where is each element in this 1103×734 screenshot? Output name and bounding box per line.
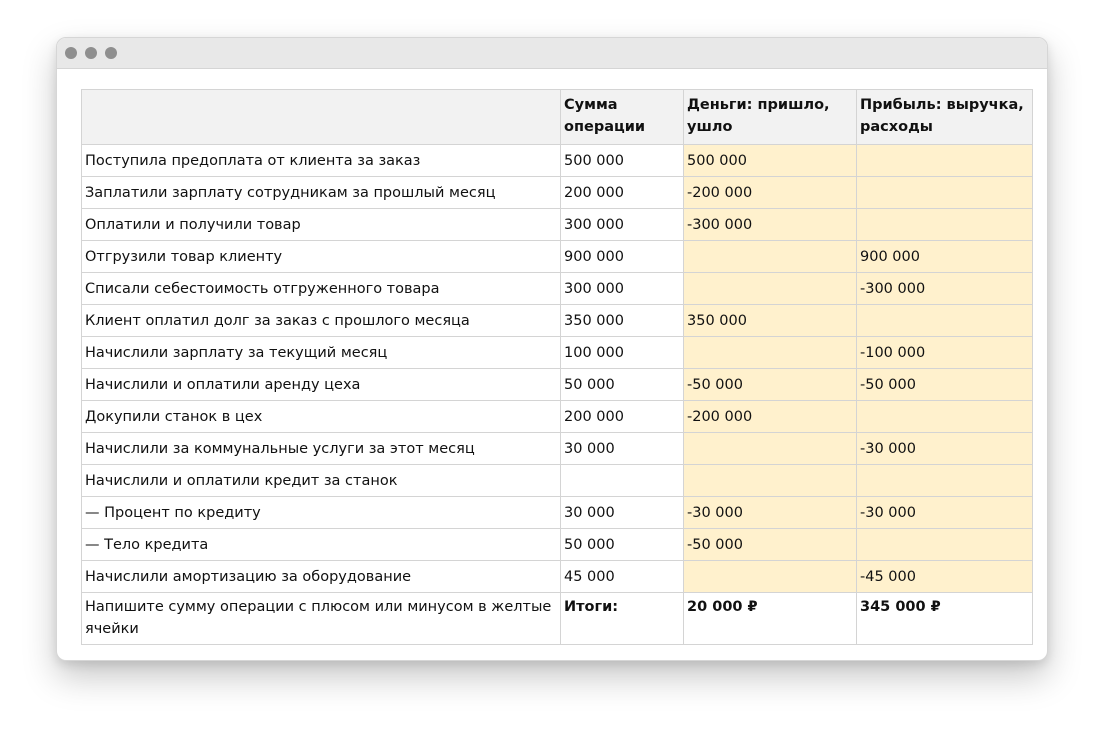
header-operation (82, 90, 561, 145)
table-row (82, 561, 1033, 593)
table-row (82, 497, 1033, 529)
amount-cell[interactable]: 300 000 (561, 209, 684, 241)
money-cell[interactable]: -50 000 (684, 529, 857, 561)
amount-cell[interactable] (561, 465, 684, 497)
window-minimize-button[interactable] (85, 47, 97, 59)
amount-cell[interactable]: 30 000 (561, 433, 684, 465)
amount-cell[interactable]: 350 000 (561, 305, 684, 337)
header-amount: Сумма операции (561, 90, 684, 145)
operation-cell: Списали себестоимость отгруженного товара (82, 273, 561, 305)
table-row (82, 369, 1033, 401)
operation-cell: Клиент оплатил долг за заказ с прошлого месяца (82, 305, 561, 337)
header-money: Деньги: пришло, ушло (684, 90, 857, 145)
profit-cell[interactable]: 900 000 (857, 241, 1033, 273)
operation-cell: Начислили амортизацию за оборудование (82, 561, 561, 593)
operation-cell: Начислили зарплату за текущий месяц (82, 337, 561, 369)
money-cell[interactable]: -50 000 (684, 369, 857, 401)
amount-cell[interactable]: 45 000 (561, 561, 684, 593)
profit-cell[interactable]: -45 000 (857, 561, 1033, 593)
profit-cell[interactable] (857, 209, 1033, 241)
money-cell[interactable]: -200 000 (684, 401, 857, 433)
profit-cell[interactable]: -30 000 (857, 497, 1033, 529)
money-cell[interactable]: 500 000 (684, 145, 857, 177)
operation-cell: Докупили станок в цех (82, 401, 561, 433)
profit-cell[interactable] (857, 305, 1033, 337)
operation-cell: Отгрузили товар клиенту (82, 241, 561, 273)
profit-cell[interactable]: -300 000 (857, 273, 1033, 305)
money-cell[interactable] (684, 433, 857, 465)
amount-cell[interactable]: 200 000 (561, 401, 684, 433)
profit-cell[interactable] (857, 529, 1033, 561)
amount-cell[interactable]: 50 000 (561, 529, 684, 561)
operation-cell: Заплатили зарплату сотрудникам за прошлый месяц (82, 177, 561, 209)
window-titlebar (57, 38, 1047, 69)
money-cell[interactable]: 350 000 (684, 305, 857, 337)
table-row (82, 529, 1033, 561)
operation-cell: Начислили и оплатили аренду цеха (82, 369, 561, 401)
money-cell[interactable] (684, 465, 857, 497)
table-row (82, 465, 1033, 497)
amount-cell[interactable]: 100 000 (561, 337, 684, 369)
money-cell[interactable]: -300 000 (684, 209, 857, 241)
table-row (82, 177, 1033, 209)
spreadsheet-table (81, 89, 1033, 645)
money-total: 20 000 ₽ (684, 593, 857, 645)
profit-cell[interactable]: -50 000 (857, 369, 1033, 401)
instruction-note: Напишите сумму операции с плюсом или минусом в желтые ячейки (82, 593, 561, 645)
money-cell[interactable] (684, 561, 857, 593)
amount-cell[interactable]: 900 000 (561, 241, 684, 273)
operation-cell: Начислили за коммунальные услуги за этот месяц (82, 433, 561, 465)
totals-row (82, 593, 1033, 645)
operation-cell: — Процент по кредиту (82, 497, 561, 529)
profit-cell[interactable] (857, 145, 1033, 177)
header-row (82, 90, 1033, 145)
amount-cell[interactable]: 300 000 (561, 273, 684, 305)
window-close-button[interactable] (65, 47, 77, 59)
amount-cell[interactable]: 500 000 (561, 145, 684, 177)
money-cell[interactable] (684, 337, 857, 369)
operation-cell: — Тело кредита (82, 529, 561, 561)
money-cell[interactable]: -200 000 (684, 177, 857, 209)
profit-cell[interactable]: -30 000 (857, 433, 1033, 465)
profit-cell[interactable]: -100 000 (857, 337, 1033, 369)
operation-cell: Оплатили и получили товар (82, 209, 561, 241)
money-cell[interactable] (684, 273, 857, 305)
window-zoom-button[interactable] (105, 47, 117, 59)
totals-label: Итоги: (561, 593, 684, 645)
table-row (82, 401, 1033, 433)
table-row (82, 241, 1033, 273)
app-window (56, 37, 1048, 661)
profit-cell[interactable] (857, 177, 1033, 209)
table-row (82, 145, 1033, 177)
money-cell[interactable]: -30 000 (684, 497, 857, 529)
money-cell[interactable] (684, 241, 857, 273)
table-row (82, 433, 1033, 465)
table-row (82, 305, 1033, 337)
profit-total: 345 000 ₽ (857, 593, 1033, 645)
table-row (82, 209, 1033, 241)
profit-cell[interactable] (857, 465, 1033, 497)
operation-cell: Начислили и оплатили кредит за станок (82, 465, 561, 497)
table-row (82, 337, 1033, 369)
table-row (82, 273, 1033, 305)
amount-cell[interactable]: 30 000 (561, 497, 684, 529)
header-profit: Прибыль: выручка, расходы (857, 90, 1033, 145)
amount-cell[interactable]: 50 000 (561, 369, 684, 401)
operation-cell: Поступила предоплата от клиента за заказ (82, 145, 561, 177)
amount-cell[interactable]: 200 000 (561, 177, 684, 209)
profit-cell[interactable] (857, 401, 1033, 433)
